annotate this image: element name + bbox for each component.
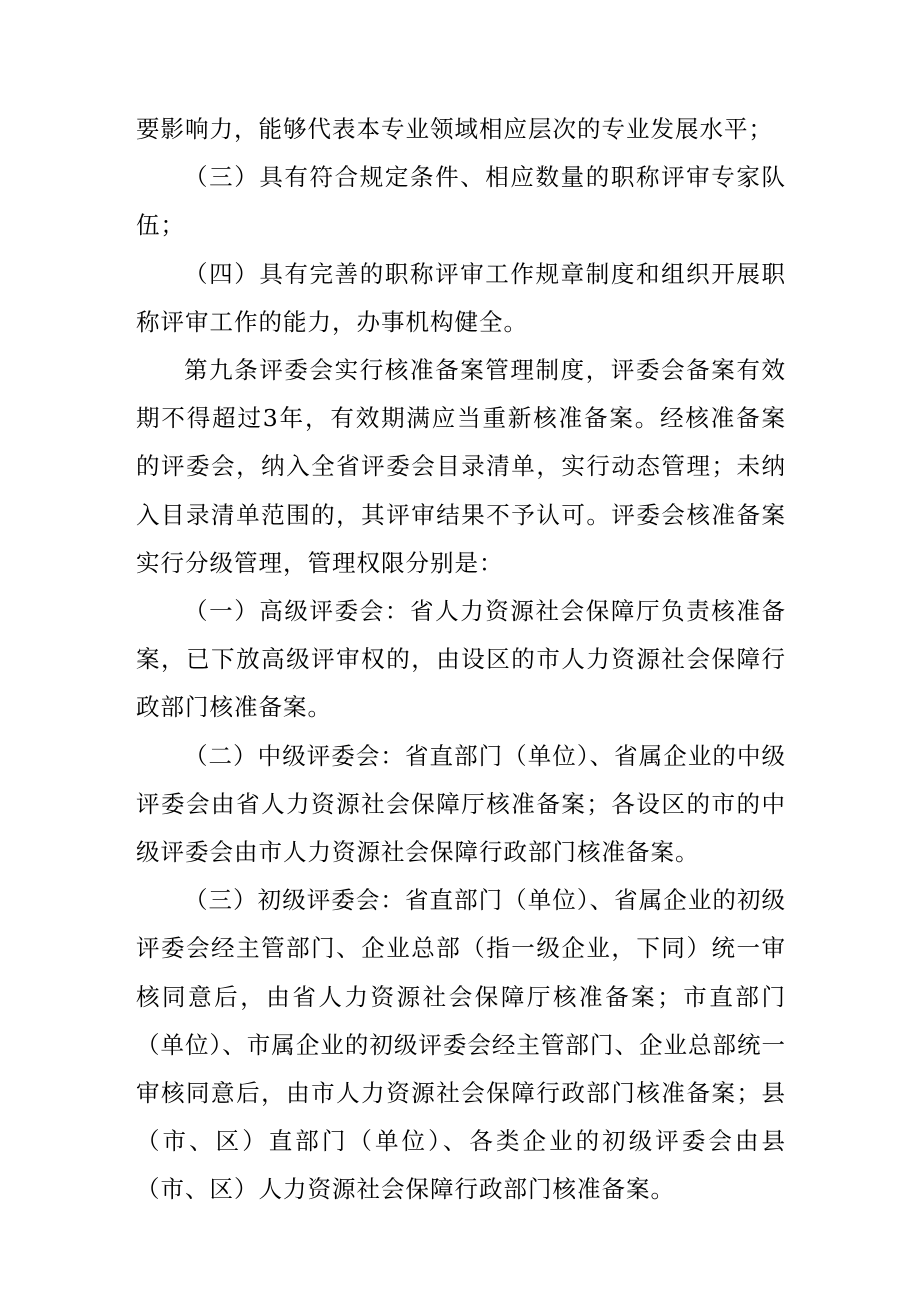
- document-body: [136, 105, 786, 1214]
- paragraph-item-4: （四）具有完善的职称评审工作规章制度和组织开展职称评审工作的能力，办事机构健全。: [136, 259, 786, 336]
- paragraph-continuation: 要影响力，能够代表本专业领域相应层次的专业发展水平；: [136, 115, 773, 143]
- paragraph-article-9: 第九条评委会实行核准备案管理制度，评委会备案有效期不得超过3年，有效期满应当重新核准备案。经核准备案的评委会，纳入全省评委会目录清单，实行动态管理；未纳入目录清单范围的，其评审结果不予认可。评委会核准备案实行分级管理，管理权限分别是：: [136, 356, 786, 577]
- paragraph-junior-committee: （三）初级评委会：省直部门（单位）、省属企业的初级评委会经主管部门、企业总部（指一级企业，下同）统一审核同意后，由省人力资源社会保障厅核准备案；市直部门（单位）、市属企业的初级评委会经主管部门、企业总部统一审核同意后，由市人力资源社会保障行政部门核准备案；县（市、区）直部门（单位）、各类企业的初级评委会由县（市、区）人力资源社会保障行政部门核准备案。: [136, 886, 786, 1204]
- paragraph-intermediate-committee: （二）中级评委会：省直部门（单位）、省属企业的中级评委会由省人力资源社会保障厅核准备案；各设区的市的中级评委会由市人力资源社会保障行政部门核准备案。: [136, 741, 786, 867]
- paragraph-item-3: （三）具有符合规定条件、相应数量的职称评审专家队伍；: [136, 163, 786, 240]
- paragraph-senior-committee: （一）高级评委会：省人力资源社会保障厅负责核准备案，已下放高级评审权的，由设区的市人力资源社会保障行政部门核准备案。: [136, 597, 786, 722]
